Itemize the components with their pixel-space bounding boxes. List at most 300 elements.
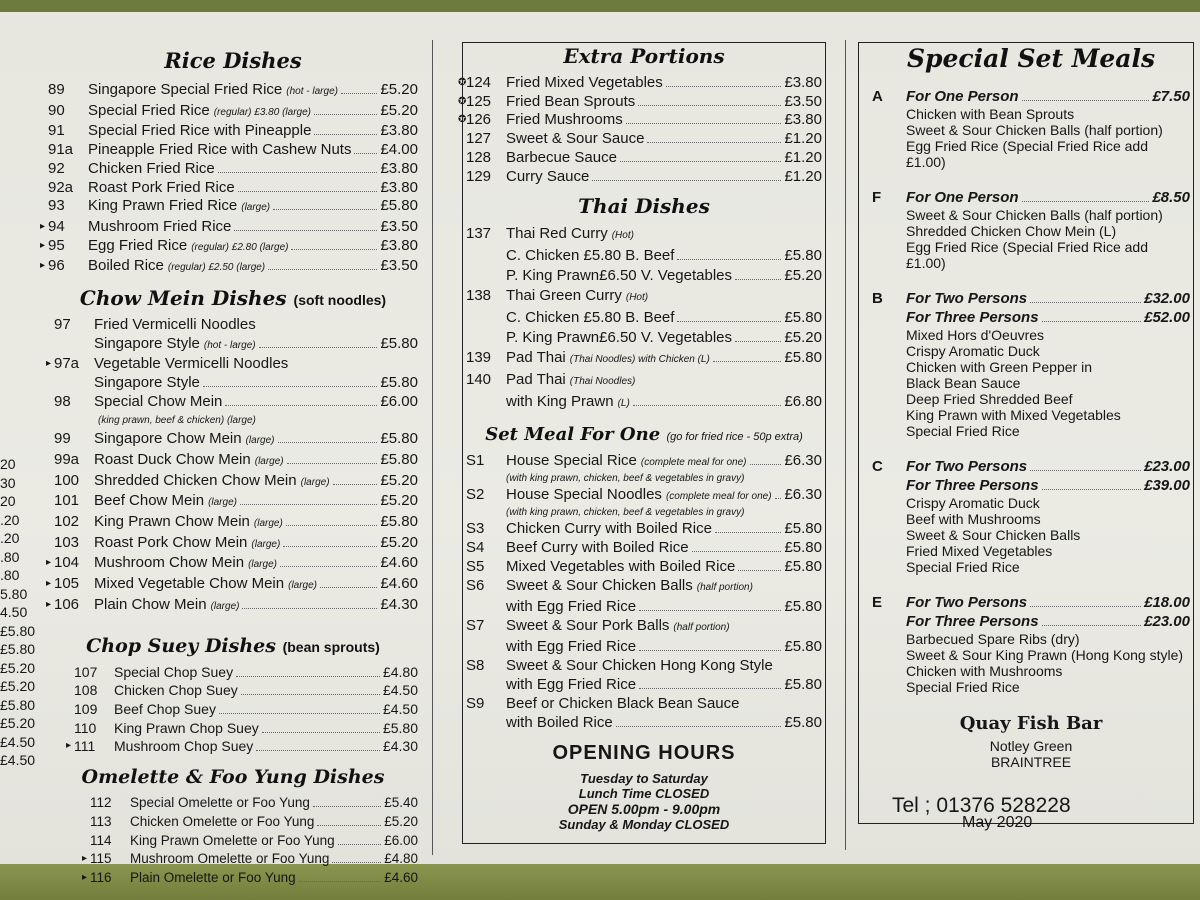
set-meal-dish: Beef with Mushrooms	[906, 511, 1041, 527]
item-number: ✪ 126	[458, 111, 492, 129]
item-price: £5.20	[784, 267, 822, 285]
set-meal-dish: Egg Fried Rice (Special Fried Rice add £1.00)	[906, 239, 1148, 271]
item-price: £5.20	[384, 813, 418, 829]
item-leader	[278, 442, 378, 443]
menu-item-row	[48, 102, 418, 123]
item-price: £5.80	[380, 334, 418, 352]
item-number: ▸ 104	[46, 554, 80, 572]
item-leader	[738, 570, 781, 571]
menu-item-row	[54, 335, 418, 356]
menu-item-row	[54, 451, 418, 472]
menu-item-row	[66, 737, 418, 756]
menu-item-row	[48, 122, 418, 141]
set-meal-heading	[872, 308, 1190, 327]
item-name: Fried Mushrooms	[506, 111, 623, 129]
set-meal-row-2	[466, 675, 822, 694]
item-name: Thai Green Curry	[506, 287, 622, 305]
item-number: 139	[466, 349, 492, 367]
set-price: £7.50	[1152, 88, 1190, 105]
item-name: Plain Omelette or Foo Yung	[130, 869, 296, 885]
menu-item-row	[54, 393, 418, 412]
item-leader	[338, 844, 382, 845]
set-price: £5.80	[784, 676, 822, 694]
item-price: £5.80	[784, 309, 822, 327]
item-name: Beef Chow Mein	[94, 492, 205, 510]
item-number: ▸ 106	[46, 595, 80, 613]
item-leader	[225, 405, 377, 406]
item-leader	[273, 209, 377, 210]
item-name: Singapore Style	[94, 334, 200, 352]
item-price: £4.30	[380, 595, 418, 613]
item-leader	[286, 525, 378, 526]
menu-item-row	[46, 355, 418, 374]
set-price: £5.80	[784, 558, 822, 576]
set-label: For One Person	[906, 189, 1019, 206]
set-label: For Two Persons	[906, 594, 1028, 611]
set-meal-dish: Sweet & Sour King Prawn (Hong Kong style)	[906, 647, 1184, 663]
item-number: 103	[54, 533, 80, 551]
opening-hours	[466, 742, 822, 832]
menu-item-row	[54, 430, 418, 451]
menu-item-row	[48, 81, 418, 102]
menu-item-row	[458, 92, 822, 112]
set-meal-row	[466, 557, 822, 576]
item-leader	[639, 688, 781, 689]
item-leader	[236, 676, 380, 677]
item-note: (large)	[288, 580, 318, 592]
chop-title	[48, 635, 418, 657]
item-name: Roast Duck Chow Mein	[94, 450, 251, 468]
item-leader	[262, 732, 380, 733]
thai-list	[466, 224, 822, 414]
item-number: 107	[74, 663, 98, 680]
item-note: (regular) £3.80 (large)	[213, 106, 311, 118]
item-number: 90	[48, 101, 65, 119]
cut-off-price: .80	[0, 567, 20, 583]
set-meal-heading	[872, 457, 1190, 476]
item-number: 91a	[48, 141, 74, 159]
rice-title: Rice Dishes	[164, 48, 302, 73]
item-marker: ▸	[40, 239, 46, 251]
chow-title-text: Chow Mein Dishes	[79, 286, 287, 311]
set-label: For One Person	[906, 88, 1019, 105]
item-name: Chicken Omelette or Foo Yung	[130, 813, 315, 829]
item-price: £5.80	[380, 430, 418, 448]
set-meal-dish: Crispy Aromatic Duck	[906, 495, 1040, 511]
item-leader	[775, 498, 782, 499]
hours-line2: Lunch Time CLOSED	[578, 786, 710, 802]
item-price: £5.80	[380, 197, 418, 215]
item-number: ✪ 125	[458, 92, 492, 110]
menu-item-row	[46, 595, 418, 617]
set-price: £5.80	[784, 598, 822, 616]
item-price: £1.20	[784, 148, 822, 166]
set-price: £8.50	[1152, 189, 1190, 206]
item-leader	[1042, 321, 1142, 322]
set-number: S2	[466, 486, 485, 504]
item-name: Mushroom Fried Rice	[88, 217, 232, 235]
cut-off-price: 20	[0, 493, 16, 509]
item-leader	[333, 484, 378, 485]
item-price: £4.60	[380, 554, 418, 572]
shop-name: Quay Fish Bar	[959, 713, 1103, 734]
item-note: (large)	[241, 202, 271, 214]
item-leader	[314, 114, 377, 115]
item-number: ▸ 111	[66, 738, 96, 755]
item-note: (large)	[210, 600, 240, 612]
set-letter: E	[872, 594, 883, 611]
set-meal-heading	[872, 476, 1190, 495]
menu-item-row	[54, 316, 418, 335]
menu-item-row	[54, 472, 418, 493]
left-edge-prices	[0, 455, 36, 770]
set-meal-row	[466, 485, 822, 506]
thai-row	[466, 370, 822, 392]
item-leader	[1030, 606, 1141, 607]
item-marker: ▸	[46, 358, 52, 370]
item-marker: ▸	[46, 598, 52, 610]
set-meal-dish: Fried Mixed Vegetables	[906, 543, 1053, 559]
item-number: 114	[90, 832, 112, 848]
item-name: Singapore Style	[94, 374, 200, 392]
item-leader	[750, 464, 782, 465]
item-number: 128	[466, 148, 492, 166]
set-label: For Two Persons	[906, 290, 1028, 307]
hours-title: OPENING HOURS	[552, 742, 736, 765]
item-name: King Prawn Omelette or Foo Yung	[130, 832, 335, 848]
cut-off-price: £4.50	[0, 752, 36, 768]
item-marker: ✪	[458, 95, 467, 107]
set-meal-dish: Chicken with Green Pepper in	[906, 359, 1092, 375]
set-meal-dish: Barbecued Spare Ribs (dry)	[906, 631, 1080, 647]
item-price: £5.80	[380, 513, 418, 531]
item-leader	[242, 608, 377, 609]
item-price: £4.60	[380, 575, 418, 593]
set-note: (complete meal for one)	[665, 491, 772, 503]
item-price: £1.20	[784, 130, 822, 148]
item-leader	[692, 551, 782, 552]
cut-off-price: £5.80	[0, 696, 36, 713]
set-name: House Special Rice	[506, 452, 637, 470]
menu-item-row	[40, 217, 418, 237]
item-name: Vegetable Vermicelli Noodles	[94, 355, 289, 373]
item-leader	[219, 713, 380, 714]
item-note: (hot - large)	[286, 86, 338, 97]
set-meal-row	[466, 519, 822, 538]
set-meal-dish: Sweet & Sour Chicken Balls (half portion)	[906, 122, 1163, 138]
item-name: King Prawn Fried Rice	[88, 197, 238, 215]
item-name: Fried Vermicelli Noodles	[94, 316, 256, 334]
item-price: £3.50	[380, 257, 418, 275]
item-name: Mushroom Omelette or Foo Yung	[130, 851, 330, 867]
set-price: £6.30	[784, 486, 822, 504]
menu-item-row	[90, 832, 418, 851]
item-leader	[240, 504, 377, 505]
set-letter: C	[872, 458, 883, 475]
set-meal-group	[872, 593, 1190, 695]
item-price: £4.60	[384, 869, 418, 885]
thai-title: Thai Dishes	[578, 194, 710, 219]
item-note: (hot - large)	[203, 339, 256, 351]
set-name: Sweet & Sour Chicken Balls	[506, 577, 693, 595]
chow-subtitle: (soft noodles)	[293, 292, 387, 309]
set-label: For Three Persons	[906, 477, 1039, 494]
item-number: ▸ 105	[46, 575, 80, 593]
item-leader	[620, 161, 782, 162]
item-name: Pineapple Fried Rice with Cashew Nuts	[88, 141, 352, 159]
item-name: Pad Thai	[506, 349, 566, 367]
set-meal-row-2	[466, 597, 822, 616]
item-name: Roast Pork Chow Mein	[94, 533, 248, 551]
item-number: 99a	[54, 450, 80, 468]
item-price: £5.80	[380, 450, 418, 468]
item-number: 99	[54, 430, 71, 448]
set-meal-heading	[872, 289, 1190, 308]
item-price: £6.00	[380, 392, 418, 410]
set-letter: B	[872, 290, 883, 307]
item-marker: ▸	[82, 853, 88, 865]
set-description: (with king prawn, chicken, beef & vegetables in gravy)	[506, 473, 745, 485]
column-special	[872, 44, 1190, 818]
item-name: King Prawn Chow Mein	[94, 513, 250, 531]
item-leader	[259, 347, 378, 348]
item-name: Singapore Special Fried Rice	[88, 81, 283, 98]
menu-item-row	[46, 575, 418, 596]
item-leader	[320, 587, 377, 588]
item-name: Barbecue Sauce	[506, 148, 617, 166]
set-label: For Two Persons	[906, 458, 1028, 475]
item-price: £3.80	[380, 159, 418, 177]
menu-item-row	[46, 554, 418, 575]
item-name: Roast Pork Fried Rice	[88, 178, 235, 196]
item-name: Chicken Fried Rice	[88, 159, 215, 177]
item-note: (L)	[617, 398, 630, 410]
item-leader	[1042, 625, 1142, 626]
menu-item-row	[74, 663, 418, 682]
thai-row	[466, 224, 822, 246]
setone-list	[466, 451, 822, 732]
extra-title: Extra Portions	[563, 44, 725, 68]
menu-item-row	[54, 492, 418, 513]
item-number: 100	[54, 471, 80, 489]
item-leader	[735, 279, 781, 280]
menu-item-row	[82, 850, 418, 869]
item-price: £5.80	[382, 719, 418, 736]
cut-off-price: £5.80	[0, 641, 36, 657]
item-leader	[713, 361, 782, 362]
set-price: £5.80	[784, 539, 822, 557]
set-meal-dish: King Prawn with Mixed Vegetables	[906, 407, 1121, 423]
hours-line4: Sunday & Monday CLOSED	[558, 817, 730, 833]
menu-item-row	[74, 719, 418, 738]
cut-off-price: 4.50	[0, 604, 28, 620]
item-price: £4.50	[382, 700, 418, 717]
set-number: S7	[466, 617, 485, 635]
item-price: £4.80	[384, 851, 418, 867]
set-meal-group	[872, 87, 1190, 170]
item-name: Mushroom Chow Mein	[94, 554, 245, 572]
set-note: (complete meal for one)	[640, 457, 747, 469]
item-price: £5.80	[784, 247, 822, 265]
item-note: (large)	[254, 455, 284, 467]
item-leader	[633, 405, 782, 406]
item-leader	[234, 230, 377, 231]
menu-item-row	[48, 179, 418, 198]
item-leader	[287, 463, 378, 464]
item-price: £6.80	[784, 393, 822, 411]
setone-title-text: Set Meal For One	[485, 424, 661, 446]
thai-row	[466, 328, 822, 348]
item-number: 91	[48, 122, 65, 140]
item-note: (Hot)	[625, 292, 649, 304]
set-number: S5	[466, 558, 485, 576]
item-number: 137	[466, 225, 492, 243]
item-name: Boiled Rice	[88, 257, 164, 275]
set-meal-row	[466, 538, 822, 557]
item-name: Thai Red Curry	[506, 225, 608, 243]
menu-item-row	[48, 197, 418, 218]
item-leader	[280, 566, 377, 567]
set-meal-group	[872, 457, 1190, 575]
item-number: 110	[74, 719, 97, 736]
item-name: Mixed Vegetable Chow Mein	[94, 575, 285, 593]
set-meal-dish: Deep Fried Shredded Beef	[906, 391, 1073, 407]
item-name: with King Prawn	[506, 393, 614, 411]
item-name: Fried Bean Sprouts	[506, 92, 636, 110]
item-price: £4.80	[382, 663, 418, 680]
item-leader	[203, 386, 378, 387]
item-name: Pad Thai	[506, 371, 566, 389]
chop-title-text: Chop Suey Dishes	[86, 634, 276, 657]
item-price: £3.80	[380, 236, 418, 254]
set-note: (half portion)	[673, 622, 730, 634]
set-number: S3	[466, 520, 485, 538]
item-name: Special Fried Rice with Pineapple	[88, 122, 312, 140]
item-note: (regular) £2.50 (large)	[167, 262, 266, 274]
cut-off-price: .80	[0, 548, 20, 565]
item-leader	[715, 532, 782, 533]
set-meal-dish: Crispy Aromatic Duck	[906, 343, 1040, 359]
item-name: Curry Sauce	[506, 167, 590, 185]
set-meal-dish: Special Fried Rice	[906, 679, 1020, 695]
item-number: 112	[90, 795, 112, 811]
item-leader	[647, 142, 781, 143]
item-number: ▸ 95	[40, 236, 65, 254]
item-leader	[1030, 302, 1141, 303]
item-marker: ✪	[458, 77, 467, 88]
set-meal-dish: Sweet & Sour Chicken Balls (half portion)	[906, 207, 1163, 223]
item-price: £5.40	[384, 795, 418, 811]
item-number: 138	[466, 287, 492, 305]
item-name: C. Chicken £5.80 B. Beef	[506, 247, 675, 265]
set-name: Beef Curry with Boiled Rice	[506, 539, 689, 557]
item-leader	[256, 750, 380, 751]
shop-telephone: Tel ; 01376 528228	[892, 794, 1071, 817]
item-name: Sweet & Sour Sauce	[506, 130, 645, 148]
item-leader	[218, 172, 378, 173]
thai-row	[466, 308, 822, 328]
chow-list	[48, 316, 418, 617]
item-price: £4.30	[382, 738, 418, 755]
menu-date: May 2020	[962, 814, 1033, 831]
item-note: (king prawn, beef & chicken) (large)	[98, 414, 256, 426]
set-meal-dish: Sweet & Sour Chicken Balls	[906, 527, 1081, 543]
cut-off-price: £5.20	[0, 659, 36, 676]
set-name: Sweet & Sour Pork Balls	[506, 617, 670, 635]
set-number: S9	[466, 695, 485, 713]
special-list	[872, 87, 1190, 695]
thai-row	[466, 286, 822, 308]
item-leader	[354, 153, 377, 154]
set-label: For Three Persons	[906, 613, 1039, 630]
item-price: £3.80	[380, 178, 418, 196]
item-price: £1.20	[784, 167, 822, 185]
set-description: (with king prawn, chicken, beef & vegetables in gravy)	[506, 507, 745, 519]
thai-row	[466, 392, 822, 414]
item-leader	[1042, 489, 1142, 490]
menu-item-row	[48, 160, 418, 179]
thai-row	[466, 266, 822, 286]
item-leader	[638, 105, 781, 106]
item-number: 92a	[48, 178, 74, 196]
item-number: ✪ 124	[458, 74, 492, 91]
item-price: £5.20	[380, 533, 418, 551]
set-number: S1	[466, 452, 485, 470]
set-name-2: with Egg Fried Rice	[506, 676, 637, 694]
item-note: (Thai Noodles) with Chicken (L)	[569, 354, 710, 366]
thai-row	[466, 246, 822, 266]
item-price: £3.50	[784, 92, 822, 110]
item-number: ▸ 96	[40, 257, 65, 275]
item-name: Singapore Chow Mein	[94, 430, 242, 448]
item-number: ▸ 94	[40, 217, 65, 235]
set-name: Mixed Vegetables with Boiled Rice	[506, 558, 736, 576]
menu-item-row	[466, 168, 822, 187]
set-number: S8	[466, 657, 485, 675]
item-leader	[626, 123, 782, 124]
item-price: £5.20	[380, 471, 418, 489]
menu-item-row	[54, 534, 418, 555]
set-meal-dish: Special Fried Rice	[906, 559, 1020, 575]
set-meal-row-2	[466, 637, 822, 656]
set-label: For Three Persons	[906, 309, 1039, 326]
item-price: £3.80	[784, 74, 822, 91]
item-leader	[1022, 100, 1150, 101]
set-name: Sweet & Sour Chicken Hong Kong Style	[506, 657, 773, 675]
chop-list	[48, 663, 418, 757]
set-meal-group	[872, 188, 1190, 271]
hours-line3: OPEN 5.00pm - 9.00pm	[567, 801, 721, 818]
set-note: (half portion)	[696, 582, 753, 594]
rice-list	[40, 81, 418, 278]
set-meal-heading	[872, 612, 1190, 631]
item-price: £5.20	[380, 81, 418, 98]
set-name-2: with Egg Fried Rice	[506, 638, 637, 656]
item-marker: ▸	[46, 557, 52, 569]
item-leader	[268, 269, 377, 270]
item-name: Special Fried Rice	[88, 101, 210, 119]
shop-town: BRAINTREE	[990, 754, 1072, 770]
item-price: £4.50	[382, 682, 418, 699]
set-name: Chicken Curry with Boiled Rice	[506, 520, 712, 538]
item-name: Beef Chop Suey	[114, 700, 216, 717]
item-number: 98	[54, 392, 71, 410]
item-name: Egg Fried Rice	[88, 236, 188, 254]
cut-off-price: 5.80	[0, 585, 28, 602]
item-name: Special Omelette or Foo Yung	[130, 795, 310, 811]
item-leader	[677, 259, 781, 260]
item-name: King Prawn Chop Suey	[114, 719, 259, 736]
